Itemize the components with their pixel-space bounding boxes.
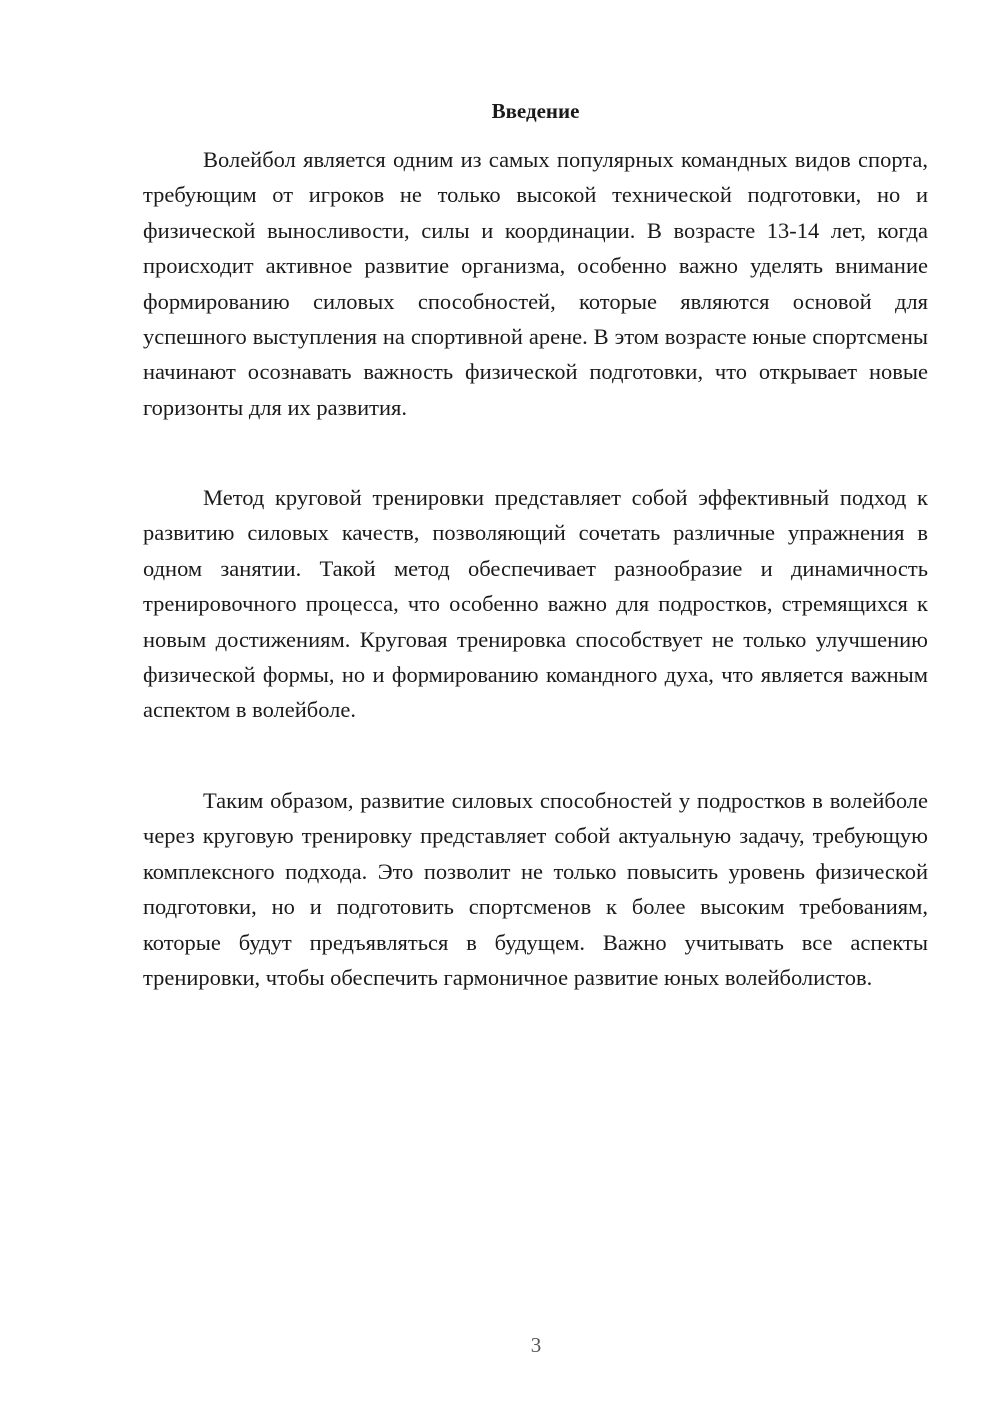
page-number: 3: [530, 1333, 542, 1357]
paragraph-2: Метод круговой тренировки представляет собой эффективный подход к развитию силовых качеств, позволяющий сочетать различные упражнения в одном занятии. Такой метод обеспечивает разнообразие и динамичность тренировочного процесса, что особенно важно для подростков, стремящихся к новым достижениям. Круговая тренировка способствует не только улучшению физической формы, но и формированию командного духа, что является важным аспектом в волейболе.: [143, 485, 928, 723]
section-title: Введение: [491, 99, 580, 123]
paragraph-1: Волейбол является одним из самых популярных командных видов спорта, требующим от игроков не только высокой технической подготовки, но и физической выносливости, силы и координации. В возрасте 13-14 лет, когда происходит активное развитие организма, особенно важно уделять внимание формированию силовых способностей, которые являются основой для успешного выступления на спортивной арене. В этом возрасте юные спортсмены начинают осознавать важность физической подготовки, что открывает новые горизонты для их развития.: [143, 147, 928, 420]
paragraph-3: Таким образом, развитие силовых способностей у подростков в волейболе через круговую тренировку представляет собой актуальную задачу, требующую комплексного подхода. Это позволит не только повысить уровень физической подготовки, но и подготовить спортсменов к более высоким требованиям, которые будут предъявляться в будущем. Важно учитывать все аспекты тренировки, чтобы обеспечить гармоничное развитие юных волейболистов.: [143, 788, 928, 991]
